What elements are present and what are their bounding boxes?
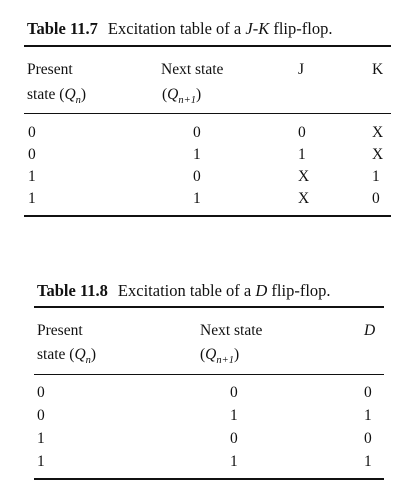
top-rule — [24, 45, 391, 47]
header-k: K — [372, 61, 384, 78]
header-present-state: state $(Q_n)$ — [27, 86, 87, 106]
table-number: Table 11.7 — [27, 19, 98, 38]
header-next-state: Next state — [200, 322, 263, 339]
header-next-symbol: $(Q_{n+1})$ — [200, 346, 240, 366]
table-caption: Table 11.7 Excitation table of a J-K flip-flop. — [27, 19, 333, 38]
header-rule — [24, 113, 391, 114]
table-caption: Table 11.8 Excitation table of a D flip-flop. — [37, 281, 331, 300]
top-rule — [34, 306, 384, 308]
header-present-state: state $(Q_n)$ — [37, 346, 97, 366]
table-number: Table 11.8 — [37, 281, 108, 300]
header-next-symbol: $(Q_{n+1})$ — [162, 86, 202, 106]
header-present: Present — [37, 322, 83, 339]
header-d: D — [364, 322, 376, 339]
header-present: Present — [27, 61, 73, 78]
header-rule — [34, 374, 384, 375]
header-next-state: Next state — [161, 61, 224, 78]
bottom-rule — [24, 215, 391, 217]
bottom-rule — [34, 478, 384, 480]
header-j: J — [298, 61, 305, 78]
